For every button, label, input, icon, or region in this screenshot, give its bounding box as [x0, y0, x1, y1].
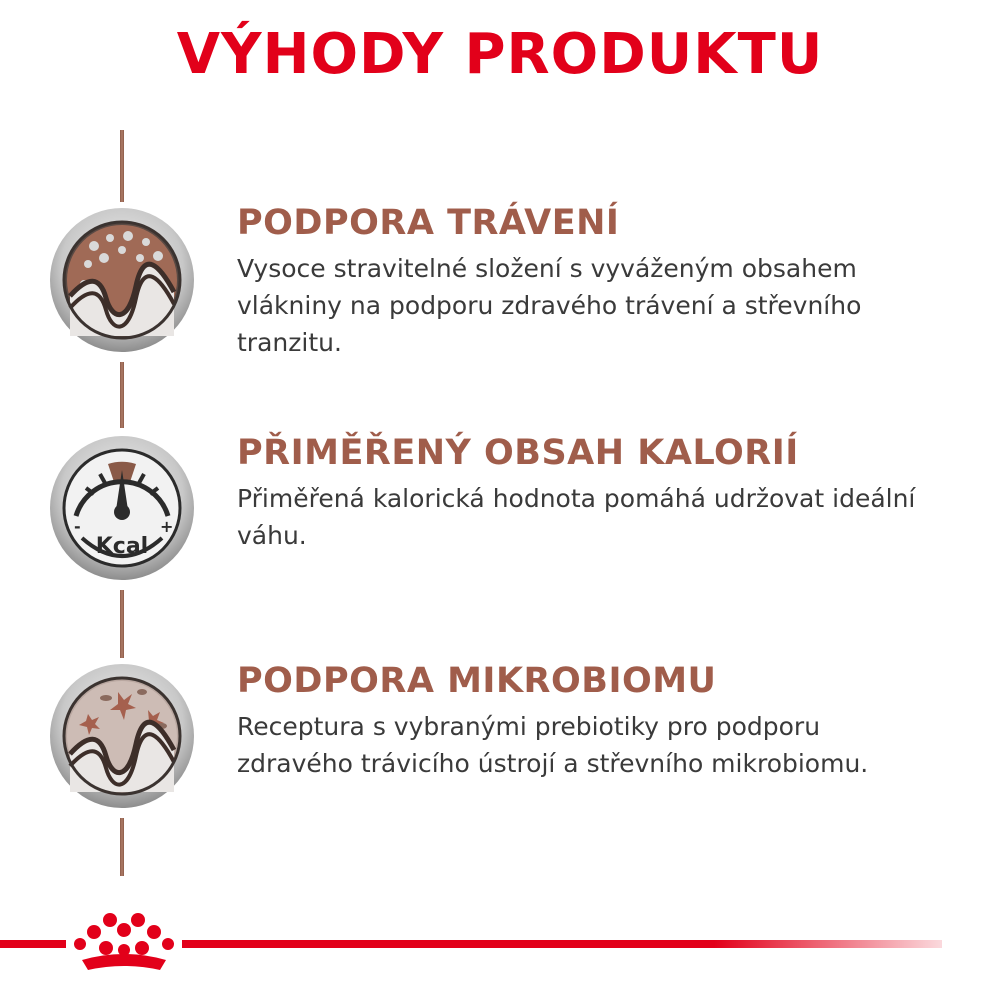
- benefit-description: [237, 250, 977, 361]
- benefit-title: PŘIMĚŘENÝ OBSAH KALORIÍ: [237, 433, 799, 473]
- page-title: VÝHODY PRODUKTU: [176, 22, 824, 87]
- benefit-digestion: [237, 202, 977, 361]
- timeline-segment-2: [120, 590, 124, 658]
- benefit-microbiome: [237, 660, 977, 782]
- benefit-text-line: vlákniny na podporu zdravého trávení a střevního: [237, 291, 862, 320]
- benefit-text-line: tranzitu.: [237, 328, 342, 357]
- microbiome-icon: [48, 662, 196, 810]
- benefit-text-line: zdravého trávicího ústrojí a střevního mikrobiomu.: [237, 749, 869, 778]
- timeline-segment-top: [120, 130, 124, 202]
- benefit-text-line: Přiměřená kalorická hodnota pomáhá udržovat ideální: [237, 484, 916, 513]
- benefit-text-line: váhu.: [237, 521, 307, 550]
- royal-crown-logo: [66, 908, 182, 978]
- kcal-minus-label: -: [74, 517, 81, 536]
- footer-line-right: [182, 940, 942, 948]
- kcal-plus-label: +: [160, 517, 174, 536]
- kcal-label: Kcal: [95, 534, 149, 559]
- timeline-segment-1: [120, 362, 124, 428]
- benefit-text-line: Receptura s vybranými prebiotiky pro podporu: [237, 712, 821, 741]
- digestion-icon: [48, 206, 196, 354]
- benefit-title: PODPORA TRÁVENÍ: [237, 203, 620, 243]
- timeline-segment-bottom: [120, 818, 124, 876]
- benefit-calories: [237, 432, 977, 554]
- footer-line-left: [0, 940, 66, 948]
- kcal-gauge-icon: [48, 434, 196, 582]
- benefit-text-line: Vysoce stravitelné složení s vyváženým obsahem: [237, 254, 857, 283]
- benefit-title: PODPORA MIKROBIOMU: [237, 661, 717, 701]
- benefit-description: [237, 708, 977, 782]
- benefit-description: [237, 480, 977, 554]
